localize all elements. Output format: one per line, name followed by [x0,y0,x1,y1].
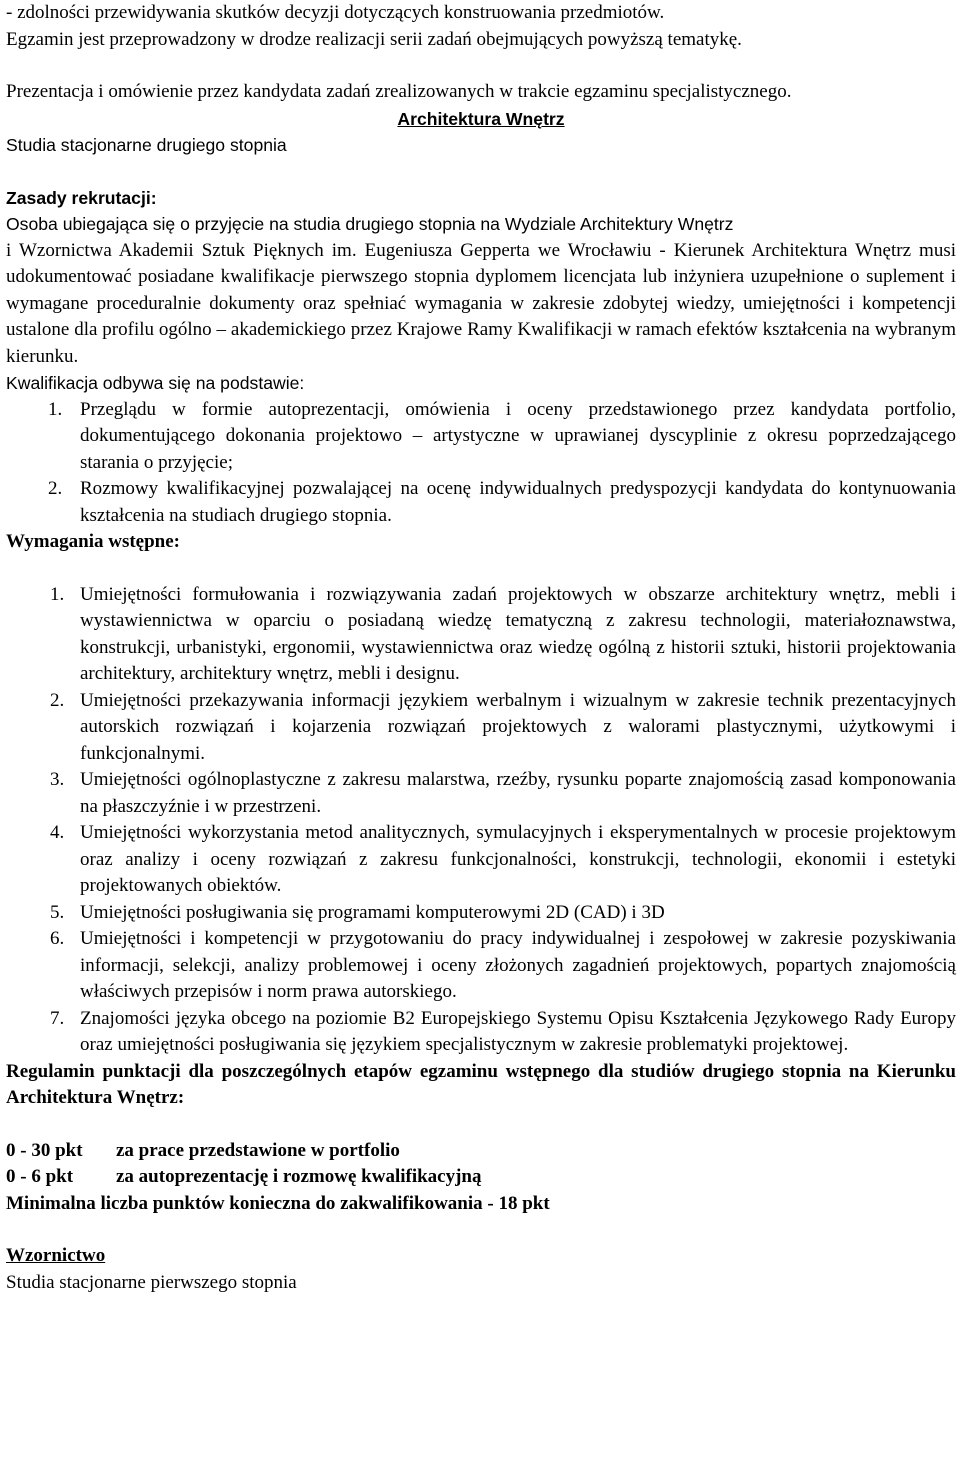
list-item [6,926,956,1006]
list-number: 6. [50,928,65,949]
section-subtitle: Studia stacjonarne drugiego stopnia [6,135,287,155]
scoring-heading: Regulamin punktacji dla poszczególnych etapów egzaminu wstępnego dla studiów drugiego stopnia na Kierunku Architektura Wnętrz: [6,1060,956,1108]
next-section-subtitle: Studia stacjonarne pierwszego stopnia [6,1271,297,1293]
list-item [6,820,956,900]
scoring-label: za prace przedstawione w portfolio [116,1139,400,1161]
rules-text-first-line: Osoba ubiegająca się o przyjęcie na studia drugiego stopnia na Wydziale Architektury Wnętrz [6,214,734,234]
list-item [6,1006,956,1059]
scoring-row [6,1138,956,1165]
list-number: 1. [50,583,65,605]
intro-line-1: - zdolności przewidywania skutków decyzji dotyczących konstruowania przedmiotów. [6,2,665,23]
requirements-list [6,582,956,1059]
next-section-title: Wzornictwo [6,1245,106,1266]
list-text: Znajomości języka obcego na poziomie B2 Europejskiego Systemu Opisu Kształcenia Językowego Rady Europy oraz umiejętności posługiwania się językiem specjalistycznym w zakresie problematyki projektowej. [80,1007,956,1055]
list-number: 7. [50,1007,65,1029]
section-title: Architektura Wnętrz [397,108,565,129]
list-text: Umiejętności posługiwania się programami komputerowymi 2D (CAD) i 3D [80,901,665,923]
qualification-list [6,397,956,530]
intro-line-2: Egzamin jest przeprowadzony w drodze realizacji serii zadań obejmujących powyższą tematykę. [6,28,742,50]
rules-heading: Zasady rekrutacji: [6,187,157,208]
scoring-row [6,1164,956,1191]
list-item [6,476,956,529]
list-text: Umiejętności i kompetencji w przygotowaniu do pracy indywidualnej i zespołowej w zakresie pozyskiwania informacji, selekcji, analizy problemowej i oceny złożonych zagadnień projektowych, popartych znajomością właściwych przepisów i norm prawa autorskiego. [80,928,956,1002]
rules-text: i Wzornictwa Akademii Sztuk Pięknych im. Eugeniusza Gepperta we Wrocławiu - Kierunek Architektura Wnętrz musi udokumentować posiadane kwalifikacje pierwszego stopnia dyplomem licencjata lub inżyniera uzupełnione o suplement i wymagane proceduralnie dokumenty oraz spełniać wymagania w zakresie zdobytej wiedzy, umiejętności i kompetencji ustalone dla profilu ogólno – akademickiego przez Krajowe Ramy Kwalifikacji w ramach efektów kształcenia na wybranym kierunku. [6,239,956,367]
presentation-paragraph: Prezentacja i omówienie przez kandydata zadań zrealizowanych w trakcie egzaminu specjalistycznego. [6,81,792,102]
list-number: 5. [50,901,65,923]
list-number: 4. [50,822,65,843]
list-text: Przeglądu w formie autoprezentacji, omówienia i oceny przedstawionego przez kandydata portfolio, dokumentującego dokonania projektowo – artystyczne w uprawianej dyscyplinie z okresu poprzedzającego starania o przyjęcie; [80,398,956,473]
list-text: Umiejętności ogólnoplastyczne z zakresu malarstwa, rzeźby, rysunku poparte znajomością zasad komponowania na płaszczyźnie i w przestrzeni. [80,769,956,817]
scoring-range: 0 - 6 pkt [6,1166,74,1187]
list-number: 3. [50,769,65,790]
list-item [6,582,956,688]
scoring-range: 0 - 30 pkt [6,1139,83,1161]
requirements-heading: Wymagania wstępne: [6,531,180,552]
minimum-points: Minimalna liczba punktów konieczna do zakwalifikowania - 18 pkt [6,1192,550,1214]
list-item [6,900,956,927]
list-text: Umiejętności wykorzystania metod analitycznych, symulacyjnych i eksperymentalnych w procesie projektowym oraz analizy i oceny rozwiązań z zakresu funkcjonalności, konstrukcji, technologii, ekonomii i estetyki projektowanych obiektów. [80,822,956,896]
list-number: 2. [50,689,65,711]
qualification-intro: Kwalifikacja odbywa się na podstawie: [6,373,305,393]
list-number: 1. [48,398,63,420]
list-item [6,767,956,820]
list-item [6,688,956,768]
scoring-label: za autoprezentację i rozmowę kwalifikacyjną [116,1166,482,1187]
list-text: Umiejętności przekazywania informacji językiem werbalnym i wizualnym w zakresie technik prezentacyjnych autorskich rozwiązań i kojarzenia rozwiązań projektowych z walorami plastycznymi, użytkowymi i funkcjonalnymi. [80,689,956,764]
list-text: Umiejętności formułowania i rozwiązywania zadań projektowych w obszarze architektury wnętrz, mebli i wystawiennictwa w oparciu o posiadaną wiedzę tematyczną z zakresu technologii, materiałoznawstwa, konstrukcji, urbanistyki, ergonomii, wystawiennictwa oraz wiedzę ogólną z historii sztuki, historii projektowania architektury, architektury wnętrz, mebli i designu. [80,583,956,684]
list-number: 2. [48,478,63,499]
list-item [6,397,956,477]
list-text: Rozmowy kwalifikacyjnej pozwalającej na ocenę indywidualnych predyspozycji kandydata do kontynuowania kształcenia na studiach drugiego stopnia. [80,478,956,526]
